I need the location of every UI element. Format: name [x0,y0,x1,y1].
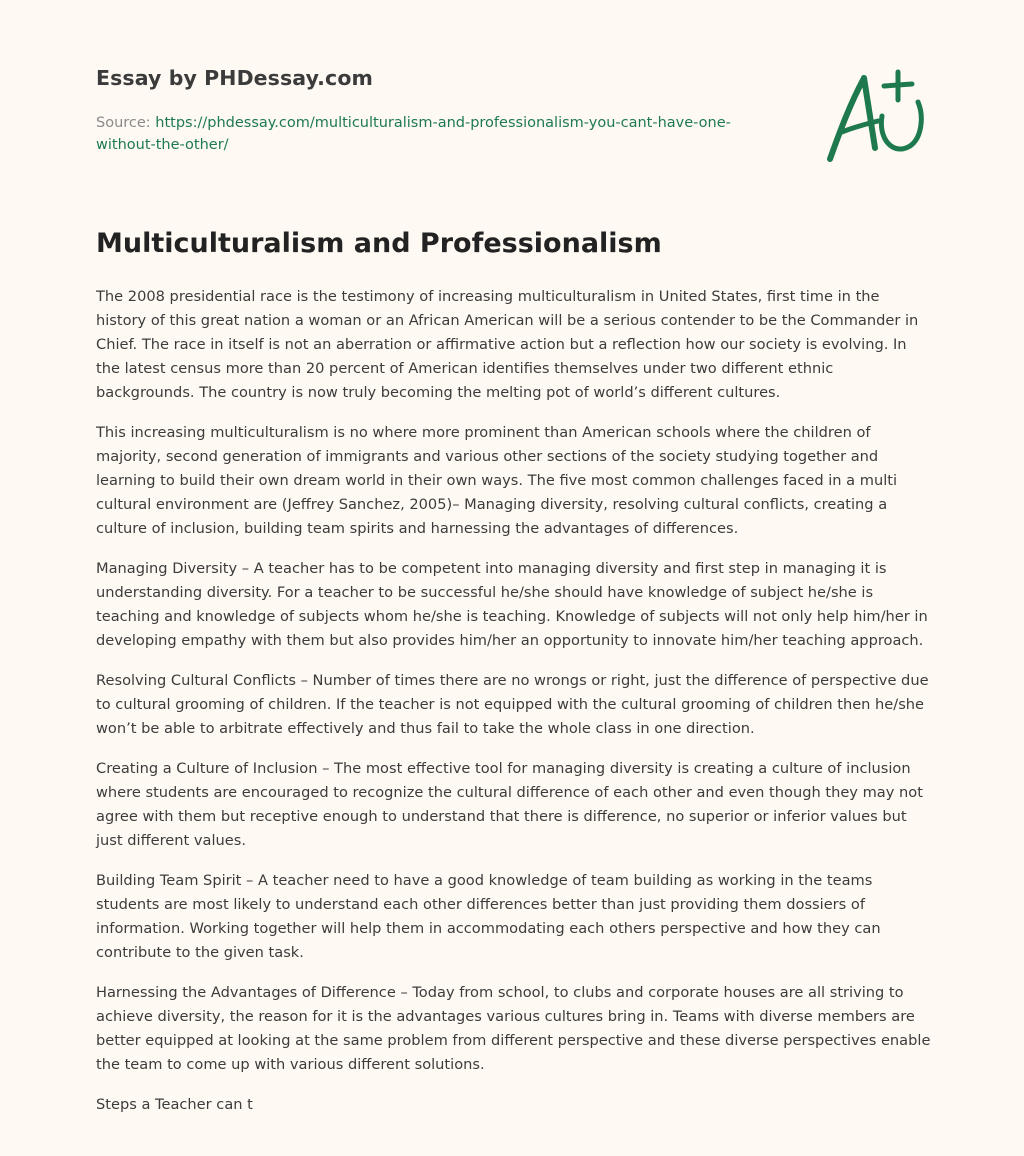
brand-title: Essay by PHDessay.com [96,66,373,90]
paragraph: Creating a Culture of Inclusion – The most effective tool for managing diversity is creating a culture of inclusion where students are encouraged to recognize the cultural difference of each other and even though they may not agree with them but receptive enough to understand that there is difference, no superior or inferior values but just different values. [96,760,923,849]
paragraph: The 2008 presidential race is the testimony of increasing multiculturalism in United States, first time in the history of this great nation a woman or an African American will be a serious contender to be the Commander in Chief. The race in itself is not an aberration or affirmative action but a reflection how our society is evolving. In the latest census more than 20 percent of American identifies themselves under two different ethnic backgrounds. The country is now truly becoming the melting pot of world’s different cultures. [96,288,919,401]
paragraph: Steps a Teacher can t [96,1096,253,1113]
a-plus-logo-icon [818,66,928,166]
paragraph: Building Team Spirit – A teacher need to have a good knowledge of team building as working in the teams students are most likely to understand each other differences better than just providing them dossiers of information. Working together will help them in accommodating each others perspective and how they can contribute to the given task. [96,872,881,961]
paragraph: Managing Diversity – A teacher has to be competent into managing diversity and first step in managing it is understanding diversity. For a teacher to be successful he/she should have knowledge of subject he/she is teaching and knowledge of subjects whom he/she is teaching. Knowledge of subjects will not only help him/her in developing empathy with them but also provides him/her an opportunity to innovate him/her teaching approach. [96,560,928,649]
source-label: Source: [96,115,156,131]
source-line [96,112,776,156]
article-body [96,285,932,1133]
paragraph: Harnessing the Advantages of Difference – Today from school, to clubs and corporate houses are all striving to achieve diversity, the reason for it is the advantages various cultures bring in. Teams with diverse members are better equipped at looking at the same problem from different perspective and these diverse perspectives enable the team to come up with various different solutions. [96,984,931,1073]
article-title: Multiculturalism and Professionalism [96,228,662,259]
source-link[interactable]: https://phdessay.com/multiculturalism-and-professionalism-you-cant-have-one-without-the-other/ [96,115,731,153]
paragraph: This increasing multiculturalism is no where more prominent than American schools where the children of majority, second generation of immigrants and various other sections of the society studying together and learning to build their own dream world in their own ways. The five most common challenges faced in a multi cultural environment are (Jeffrey Sanchez, 2005)– Managing diversity, resolving cultural conflicts, creating a culture of inclusion, building team spirits and harnessing the advantages of differences. [96,424,898,537]
paragraph: Resolving Cultural Conflicts – Number of times there are no wrongs or right, just the difference of perspective due to cultural grooming of children. If the teacher is not equipped with the cultural grooming of children then he/she won’t be able to arbitrate effectively and thus fail to take the whole class in one direction. [96,672,929,737]
